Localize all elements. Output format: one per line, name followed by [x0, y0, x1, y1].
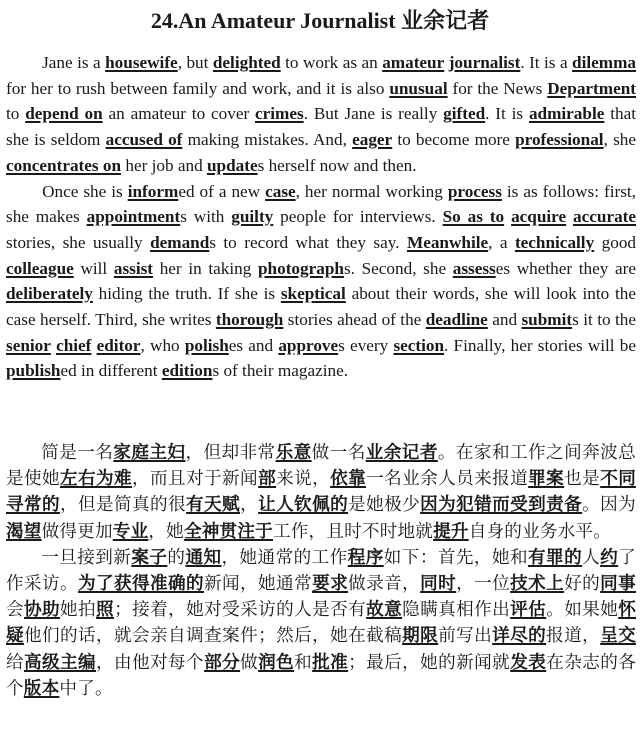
- text-run: 新闻，她通常: [204, 574, 313, 595]
- vocab-term: senior: [6, 335, 51, 355]
- text-run: for her to rush between family and work, and it is also: [6, 78, 390, 98]
- text-run: good: [594, 232, 637, 252]
- vocab-term: 期限: [402, 626, 439, 647]
- vocab-term: skeptical: [280, 284, 346, 304]
- text-run: s herself now and then.: [257, 155, 417, 175]
- vocab-term: polish: [184, 335, 229, 355]
- chinese-paragraph: [6, 440, 636, 545]
- text-run: ，由他对每个: [96, 652, 205, 673]
- vocab-term: accurate: [573, 207, 637, 227]
- text-run: 在杂志的各个: [6, 652, 637, 699]
- english-paragraph: [6, 179, 636, 385]
- vocab-term: guilty: [231, 207, 274, 227]
- text-run: 是她极少: [348, 495, 421, 516]
- vocab-term: crimes: [255, 104, 304, 124]
- vocab-term: Meanwhile: [406, 232, 489, 252]
- text-run: 的: [167, 547, 186, 568]
- vocab-term: 有罪的: [528, 547, 583, 568]
- vocab-term: Department: [547, 78, 636, 98]
- text-run: 自身的业务水平。: [468, 521, 612, 542]
- vocab-term: 怀疑: [6, 600, 637, 647]
- vocab-term: 同时: [420, 574, 457, 595]
- text-run: Once she is: [42, 181, 128, 201]
- vocab-term: 专业: [112, 521, 149, 542]
- vocab-term: 不同寻常的: [6, 469, 636, 516]
- vocab-term: 依靠: [330, 469, 367, 490]
- vocab-term: 评估: [510, 600, 547, 621]
- vocab-term: submit: [521, 310, 573, 330]
- text-run: that she is seldom: [6, 104, 636, 150]
- text-run: 给: [6, 652, 25, 673]
- vocab-term: 业余记者: [365, 443, 438, 463]
- vocab-term: 部分: [204, 652, 241, 673]
- text-run: will: [73, 258, 114, 278]
- text-run: 。因为: [582, 495, 636, 516]
- vocab-term: demand: [150, 232, 210, 252]
- text-run: 一名业余人员来报道: [366, 469, 529, 490]
- text-run: 简是一名: [41, 443, 114, 463]
- vocab-term: 部: [258, 469, 277, 490]
- vocab-term: admirable: [528, 104, 605, 124]
- vocab-term: 协助: [24, 600, 61, 621]
- text-run: 也是: [564, 469, 601, 490]
- vocab-term: accused of: [105, 130, 183, 150]
- vocab-term: concentrates on: [6, 155, 122, 175]
- text-run: s every: [338, 335, 394, 355]
- vocab-term: appointment: [86, 207, 181, 227]
- vocab-term: 家庭主妇: [113, 443, 186, 463]
- vocab-term: 乐意: [275, 443, 312, 463]
- vocab-term: 技术上: [510, 574, 565, 595]
- text-run: 和: [294, 652, 313, 673]
- text-run: and: [487, 310, 522, 330]
- vocab-term: deliberately: [6, 284, 93, 304]
- vocab-term: case: [265, 181, 296, 201]
- vocab-term: assess: [452, 258, 496, 278]
- text-run: making mistakes. And,: [182, 130, 353, 150]
- text-run: , she: [603, 130, 636, 150]
- vocab-term: section: [393, 335, 445, 355]
- vocab-term: 程序: [347, 547, 384, 568]
- english-paragraph: [6, 50, 636, 179]
- text-run: ，她通常的工作: [221, 547, 348, 568]
- vocab-term: 有天赋: [186, 495, 241, 516]
- vocab-term: 提升: [433, 521, 469, 542]
- vocab-term: 要求: [312, 574, 349, 595]
- vocab-term: 渴望: [6, 521, 42, 542]
- text-run: s it to the: [572, 310, 636, 330]
- text-run: , a: [488, 232, 515, 252]
- text-run: ，一位: [456, 574, 511, 595]
- vocab-term: 润色: [258, 652, 295, 673]
- vocab-term: professional: [515, 130, 604, 150]
- text-run: ，但是简真的很: [60, 495, 187, 516]
- text-run: hiding the truth. If she is: [92, 284, 281, 304]
- text-run: stories ahead of the: [283, 310, 426, 330]
- text-run: ，但却非常: [185, 443, 276, 463]
- vocab-term: edition: [161, 361, 213, 381]
- text-run: s with: [180, 207, 232, 227]
- text-run: ed in different: [60, 361, 162, 381]
- vocab-term: delighted: [212, 53, 281, 72]
- text-run: 做一名: [311, 443, 366, 463]
- text-run: 隐瞒真相作出: [402, 600, 511, 621]
- vocab-term: 呈交: [600, 626, 636, 647]
- vocab-term: dilemma: [572, 53, 637, 72]
- text-run: 前写出: [438, 626, 493, 647]
- vocab-term: colleague: [6, 258, 74, 278]
- text-run: is as follows: first, she makes: [6, 181, 636, 227]
- text-run: [566, 207, 573, 226]
- vocab-term: inform: [127, 181, 179, 201]
- vocab-term: 高级主编: [24, 652, 97, 673]
- text-run: her job and: [121, 155, 207, 175]
- vocab-term: 发表: [510, 652, 547, 673]
- text-run: 了作采访。: [6, 547, 636, 595]
- vocab-term: update: [206, 155, 258, 175]
- vocab-term: chief: [56, 335, 92, 355]
- text-run: 报道，: [546, 626, 601, 647]
- vocab-term: journalist: [448, 53, 521, 72]
- vocab-term: gifted: [443, 104, 486, 124]
- vocab-term: editor: [96, 335, 141, 355]
- text-run: s of their magazine.: [212, 361, 348, 381]
- vocab-term: thorough: [215, 310, 284, 330]
- text-run: 一旦接到新: [41, 547, 132, 568]
- text-run: 她拍: [60, 600, 97, 621]
- vocab-term: 罪案: [528, 469, 565, 490]
- text-run: 他们的话，就会亲自调查案件；然后，她在截稿: [24, 626, 403, 647]
- page-title: 24.An Amateur Journalist 业余记者: [150, 8, 490, 33]
- text-run: 人: [582, 547, 601, 568]
- vocab-term: 左右为难: [60, 469, 133, 490]
- vocab-term: deadline: [425, 310, 488, 330]
- text-run: ，她: [148, 521, 184, 542]
- text-run: to become more: [392, 130, 516, 150]
- text-run: ；接着，她对受采访的人是否有: [114, 600, 367, 621]
- vocab-term: 版本: [23, 678, 60, 699]
- text-run: es whether they are: [495, 258, 636, 278]
- text-run: ；最后，她的新闻就: [348, 652, 511, 673]
- vocab-term: technically: [514, 232, 595, 252]
- vocab-term: 全神贯注于: [183, 521, 273, 542]
- text-run: Jane is a: [42, 53, 106, 72]
- vocab-term: process: [447, 181, 502, 201]
- text-run: , but: [177, 53, 213, 72]
- text-run: an amateur to cover: [102, 104, 256, 124]
- chinese-translation: [6, 440, 636, 702]
- text-run: people for interviews.: [273, 207, 443, 227]
- vocab-term: approve: [278, 335, 339, 355]
- text-run: her in taking: [153, 258, 258, 278]
- vocab-term: amateur: [382, 53, 445, 72]
- vocab-term: depend on: [25, 104, 103, 124]
- text-run: , who: [140, 335, 185, 355]
- vocab-term: 因为犯错而受到责备: [420, 495, 583, 516]
- text-run: 。在家和工作之间奔波总是使她: [6, 443, 636, 490]
- text-run: . Finally, her stories will be: [444, 335, 636, 355]
- english-passage: [6, 50, 636, 384]
- vocab-term: assist: [113, 258, 154, 278]
- text-run: 会: [6, 600, 25, 621]
- vocab-term: 案子: [131, 547, 168, 568]
- text-run: ed of a new: [178, 181, 266, 201]
- text-run: stories, she usually: [6, 232, 151, 252]
- vocab-term: 为了获得准确的: [78, 574, 205, 595]
- vocab-term: photograph: [257, 258, 344, 278]
- text-run: ，: [240, 495, 259, 516]
- text-run: about their words, she will look into the case herself. Third, she writes: [6, 284, 636, 330]
- text-run: 做录音，: [348, 574, 421, 595]
- text-run: 做: [240, 652, 259, 673]
- text-run: for the News: [447, 78, 548, 98]
- chinese-paragraph: [6, 545, 636, 702]
- text-run: 。如果她: [546, 600, 619, 621]
- vocab-term: acquire: [511, 207, 567, 227]
- text-run: . But Jane is really: [303, 104, 444, 124]
- text-run: 如下：首先，她和: [383, 547, 529, 568]
- text-run: , her normal working: [295, 181, 448, 201]
- text-run: to: [6, 104, 26, 124]
- vocab-term: So as to: [442, 207, 505, 227]
- text-run: . It is a: [520, 53, 573, 72]
- text-run: 做得更加: [41, 521, 113, 542]
- text-run: s. Second, she: [343, 258, 453, 278]
- text-run: ，而且对于新闻: [132, 469, 259, 490]
- text-run: 好的: [564, 574, 601, 595]
- text-run: 来说，: [276, 469, 331, 490]
- vocab-term: 通知: [185, 547, 222, 568]
- text-run: s to record what they say.: [209, 232, 407, 252]
- vocab-term: 同事: [600, 574, 636, 595]
- vocab-term: 让人钦佩的: [258, 495, 349, 516]
- vocab-term: 故意: [366, 600, 403, 621]
- text-run: 中了。: [59, 678, 113, 699]
- text-run: . It is: [485, 104, 529, 124]
- vocab-term: publish: [6, 361, 61, 381]
- vocab-term: 批准: [312, 652, 349, 673]
- vocab-term: 详尽的: [492, 626, 547, 647]
- text-run: es and: [228, 335, 279, 355]
- vocab-term: 照: [96, 600, 115, 621]
- text-run: 工作，且时不时地就: [272, 521, 434, 542]
- vocab-term: eager: [352, 130, 393, 150]
- vocab-term: unusual: [389, 78, 448, 98]
- text-run: to work as an: [280, 53, 383, 72]
- vocab-term: 约: [600, 547, 619, 568]
- vocab-term: housewife: [105, 53, 178, 72]
